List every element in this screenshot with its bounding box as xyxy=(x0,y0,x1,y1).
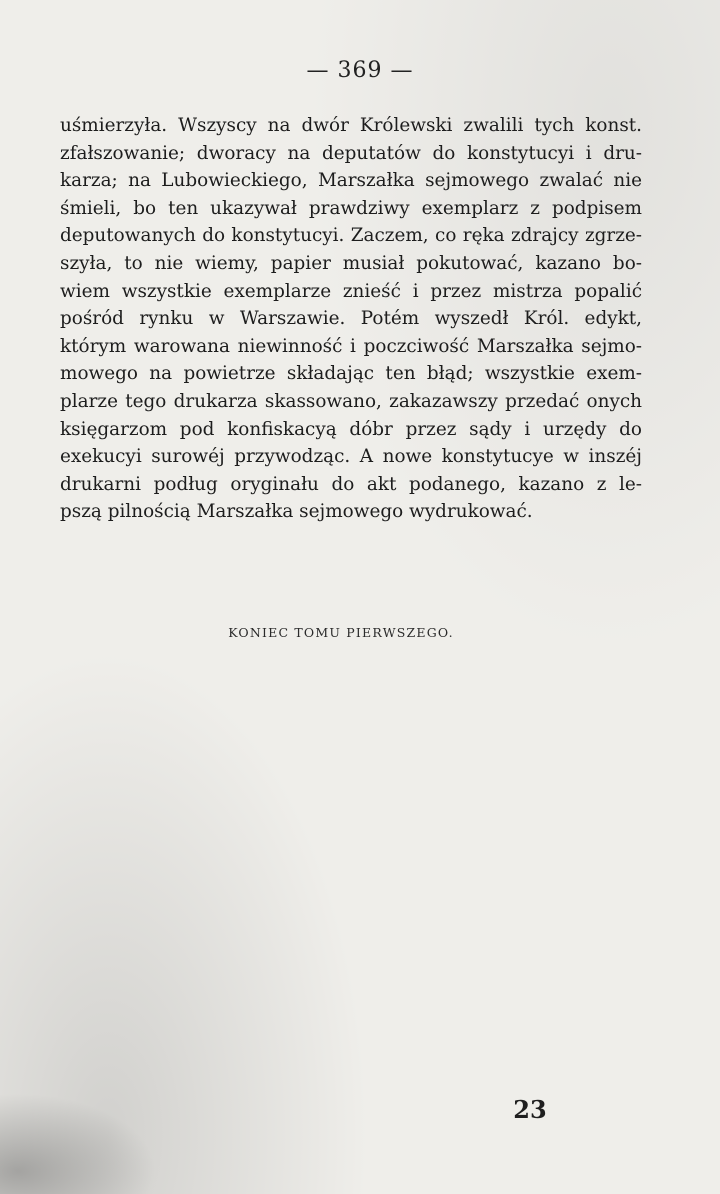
text-line: szyła, to nie wiemy, papier musiał pokutować, kazano bo- xyxy=(60,252,642,274)
text-line: którym warowana niewinność i poczciwość Marszałka sejmo- xyxy=(60,335,642,357)
text-line: plarze tego drukarza skassowano, zakazawszy przedać onych xyxy=(60,390,642,412)
text-line: deputowanych do konstytucyi. Zaczem, co ręka zdrajcy zgrze- xyxy=(60,225,642,247)
end-of-volume-note: KONIEC TOMU PIERWSZEGO. xyxy=(228,625,454,640)
text-line: księgarzom pod konfiskacyą dóbr przez sądy i urzędy do xyxy=(60,418,642,440)
page-number: — 369 — xyxy=(306,58,414,83)
text-line: pośród rynku w Warszawie. Potém wyszedł Król. edykt, xyxy=(60,308,642,330)
text-line: śmieli, bo ten ukazywał prawdziwy exemplarz z podpisem xyxy=(60,197,642,219)
text-line: uśmierzyła. Wszyscy na dwór Królewski zwalili tych konst. xyxy=(60,115,642,136)
text-line: zfałszowanie; dworacy na deputatów do konstytucyi i dru- xyxy=(60,142,642,164)
text-line: karza; na Lubowieckiego, Marszałka sejmowego zwalać nie xyxy=(60,170,642,192)
scan-smudge xyxy=(0,1080,180,1194)
text-line: exekucyi surowéj przywodząc. A nowe konstytucye w inszéj xyxy=(60,446,642,468)
text-line: wiem wszystkie exemplarze znieść i przez mistrza popalić xyxy=(60,280,642,302)
text-line: drukarni podług oryginału do akt podanego, kazano z le- xyxy=(60,473,642,495)
text-line: mowego na powietrze składając ten błąd; wszystkie exem- xyxy=(60,363,642,385)
printer-signature-number: 23 xyxy=(513,1095,547,1124)
body-text xyxy=(60,112,642,526)
text-line-last: pszą pilnością Marszałka sejmowego wydrukować. xyxy=(60,501,533,523)
